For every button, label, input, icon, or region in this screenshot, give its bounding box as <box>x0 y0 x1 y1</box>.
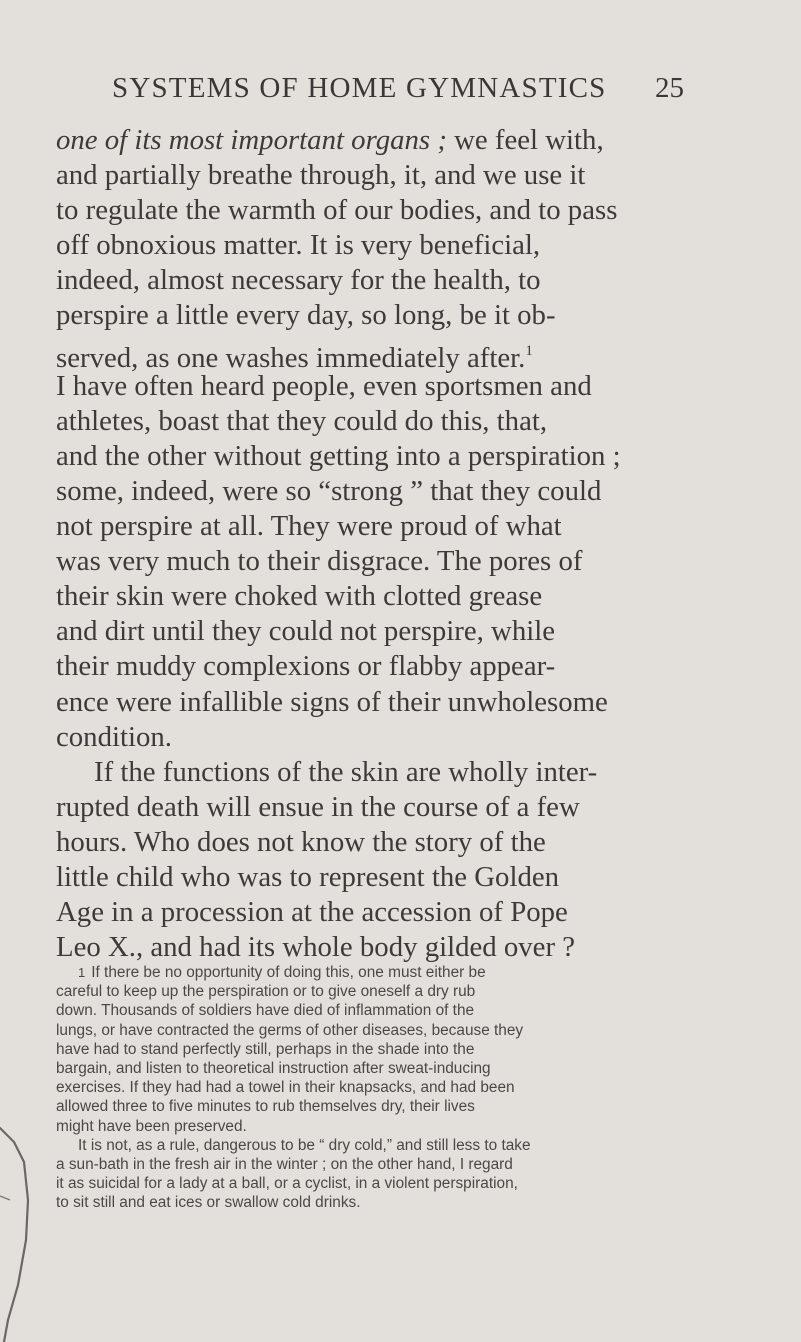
text-line: and dirt until they could not perspire, while <box>56 615 556 648</box>
text-line: I have often heard people, even sportsmen and <box>56 369 592 402</box>
text-line: not perspire at all. They were proud of what <box>56 510 562 543</box>
text-fragment: If there be no opportunity of doing this, one must either be <box>91 964 486 981</box>
footnote-line <box>56 963 696 982</box>
footnote-line: It is not, as a rule, dangerous to be “ dry cold,” and still less to take <box>78 1136 531 1154</box>
text-fragment: we feel with, <box>446 124 604 156</box>
running-title: SYSTEMS OF HOME GYMNASTICS <box>112 72 607 104</box>
italic-phrase: one of its most important organs ; <box>56 124 447 156</box>
footnote-marker: 1 <box>78 965 86 980</box>
text-line: rupted death will ensue in the course of a few <box>56 790 580 823</box>
text-line: ence were infallible signs of their unwholesome <box>56 685 608 718</box>
footnote-line: careful to keep up the perspiration or to give oneself a dry rub <box>56 983 476 1001</box>
footnote-line: bargain, and listen to theoretical instruction after sweat-inducing <box>56 1059 491 1077</box>
footnote-reference[interactable]: 1 <box>525 342 533 359</box>
footnote-line: exercises. If they had had a towel in their knapsacks, and had been <box>56 1079 515 1097</box>
text-line: If the functions of the skin are wholly inter- <box>94 755 598 788</box>
footnote-line: lungs, or have contracted the germs of other diseases, because they <box>56 1021 524 1039</box>
footnote-line: down. Thousands of soldiers have died of inflammation of the <box>56 1002 475 1020</box>
text-line: their muddy complexions or flabby appear- <box>56 650 556 683</box>
footnote-line: might have been preserved. <box>56 1117 247 1135</box>
pencil-stroke <box>0 1128 28 1342</box>
text-line: condition. <box>56 720 172 753</box>
text-line: to regulate the warmth of our bodies, and to pass <box>56 194 618 227</box>
text-line: some, indeed, were so “strong ” that they could <box>56 474 602 507</box>
footnote-line: to sit still and eat ices or swallow cold drinks. <box>56 1194 361 1212</box>
text-line: and the other without getting into a perspiration ; <box>56 439 621 472</box>
page-header <box>112 72 684 112</box>
text-line: athletes, boast that they could do this, that, <box>56 404 548 437</box>
page-number: 25 <box>655 72 684 104</box>
footnote-line: a sun-bath in the fresh air in the winter ; on the other hand, I regard <box>56 1155 513 1173</box>
text-line: their skin were choked with clotted grease <box>56 580 543 613</box>
text-line: little child who was to represent the Golden <box>56 860 560 893</box>
text-line: hours. Who does not know the story of the <box>56 825 546 858</box>
pencil-stroke <box>0 1196 10 1200</box>
footnote-block <box>56 963 696 1212</box>
text-line: Age in a procession at the accession of Pope <box>56 896 568 929</box>
text-fragment: served, as one washes immediately after. <box>56 341 526 374</box>
main-text <box>56 123 694 965</box>
text-line <box>56 123 694 158</box>
text-line: and partially breathe through, it, and we use it <box>56 159 586 192</box>
text-line: off obnoxious matter. It is very beneficial, <box>56 229 541 262</box>
footnote-line: have had to stand perfectly still, perhaps in the shade into the <box>56 1040 475 1058</box>
footnote-line: allowed three to five minutes to rub themselves dry, their lives <box>56 1098 475 1116</box>
text-line: indeed, almost necessary for the health, to <box>56 264 541 297</box>
text-line: perspire a little every day, so long, be it ob- <box>56 299 556 332</box>
text-line: Leo X., and had its whole body gilded over ? <box>56 931 576 964</box>
footnote-line: it as suicidal for a lady at a ball, or a cyclist, in a violent perspiration, <box>56 1175 518 1193</box>
text-line: was very much to their disgrace. The pores of <box>56 545 583 578</box>
text-line <box>56 334 694 374</box>
